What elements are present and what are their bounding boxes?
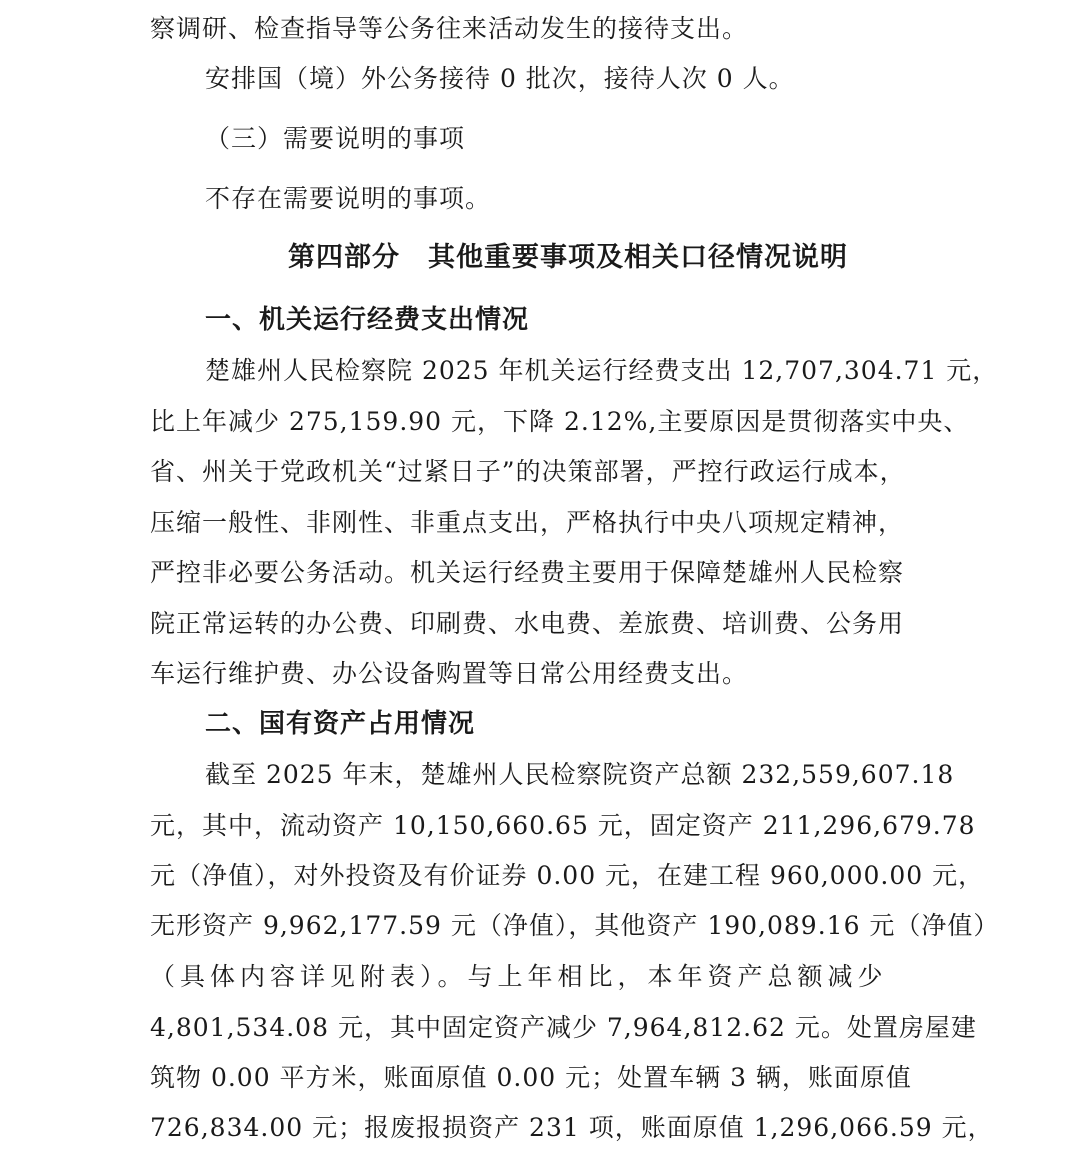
paragraph-line: 察调研、检查指导等公务往来活动发生的接待支出。 bbox=[150, 14, 749, 43]
part-title: 第四部分 其他重要事项及相关口径情况说明 bbox=[288, 242, 848, 273]
paragraph-line: 安排国（境）外公务接待 0 批次，接待人次 0 人。 bbox=[205, 64, 795, 93]
section-heading-1: 一、机关运行经费支出情况 bbox=[205, 305, 530, 335]
section-heading-2: 二、国有资产占用情况 bbox=[205, 709, 476, 739]
paragraph-line: 压缩一般性、非刚性、非重点支出，严格执行中央八项规定精神， bbox=[150, 508, 905, 537]
paragraph-line: 元，其中，流动资产 10,150,660.65 元，固定资产 211,296,679.78 bbox=[150, 811, 976, 840]
paragraph-line: 元（净值），对外投资及有价证券 0.00 元，在建工程 960,000.00 元， bbox=[150, 861, 985, 890]
paragraph-line: 截至 2025 年末，楚雄州人民检察院资产总额 232,559,607.18 bbox=[205, 760, 955, 789]
paragraph-line: 无形资产 9,962,177.59 元（净值），其他资产 190,089.16 元（净值） bbox=[150, 911, 1000, 940]
subsection-heading: （三）需要说明的事项 bbox=[205, 124, 466, 153]
paragraph-line: 省、州关于党政机关“过紧日子”的决策部署，严控行政运行成本， bbox=[150, 457, 906, 486]
paragraph-line: 车运行维护费、办公设备购置等日常公用经费支出。 bbox=[150, 659, 749, 688]
paragraph-line: 院正常运转的办公费、印刷费、水电费、差旅费、培训费、公务用 bbox=[150, 609, 905, 638]
paragraph-line: （具体内容详见附表）。与上年相比，本年资产总额减少 bbox=[150, 962, 888, 991]
paragraph-line: 4,801,534.08 元，其中固定资产减少 7,964,812.62 元。处置房屋建 bbox=[150, 1013, 977, 1042]
paragraph-line: 严控非必要公务活动。机关运行经费主要用于保障楚雄州人民检察 bbox=[150, 558, 905, 587]
paragraph-line: 比上年减少 275,159.90 元，下降 2.12%,主要原因是贯彻落实中央、 bbox=[150, 407, 970, 436]
paragraph-line: 楚雄州人民检察院 2025 年机关运行经费支出 12,707,304.71 元， bbox=[205, 356, 999, 385]
paragraph-line: 筑物 0.00 平方米，账面原值 0.00 元；处置车辆 3 辆，账面原值 bbox=[150, 1063, 912, 1092]
paragraph-line: 不存在需要说明的事项。 bbox=[205, 184, 492, 213]
paragraph-line: 726,834.00 元；报废报损资产 231 项，账面原值 1,296,066.59 元， bbox=[150, 1113, 994, 1142]
